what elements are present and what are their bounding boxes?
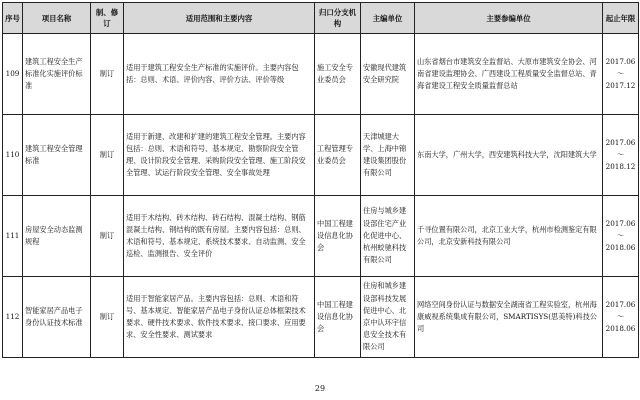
participating-units: 东南大学，广州大学，西安建筑科技大学，沈阳建筑大学: [415, 115, 603, 196]
date-separator: ～: [616, 68, 625, 78]
date-separator: ～: [616, 149, 625, 159]
header-row: [3, 3, 639, 34]
end-date: 2018.06: [605, 243, 636, 253]
revision-type: 制订: [91, 115, 124, 196]
row-number: 110: [3, 115, 23, 196]
table-body: [3, 34, 639, 358]
lead-unit: 天津城建大学、上海中锦建设集团股份有限公司: [361, 115, 415, 196]
row-number: 112: [3, 277, 23, 358]
header-name: 项目名称: [23, 3, 91, 34]
date-range: [603, 34, 639, 115]
committee: 中国工程建设信息化协会: [315, 277, 361, 358]
header-scope: 适用范围和主要内容: [124, 3, 315, 34]
scope-content: 适用于建筑工程安全生产标准的实施评价。主要内容包括：总则、术语、评价内容、评价方法、评价等级: [124, 34, 315, 115]
standards-table: [2, 2, 639, 358]
participating-units: 山东省烟台市建筑安全监督站、大原市建筑安全协会、河南省建设监理协会、广西建设工程质量安全监督总站、青海省建设工程安全质量监督总站: [415, 34, 603, 115]
end-date: 2018.06: [605, 324, 636, 334]
date-separator: ～: [616, 311, 625, 321]
start-date: 2017.06: [605, 218, 636, 228]
header-dates: 起止年限: [603, 3, 639, 34]
header-no: 序号: [3, 3, 23, 34]
table-row: [3, 196, 639, 277]
row-number: 111: [3, 196, 23, 277]
table-row: [3, 34, 639, 115]
date-separator: ～: [616, 230, 625, 240]
start-date: 2017.06: [605, 299, 636, 309]
project-name: 房屋安全动态监测规程: [23, 196, 91, 277]
end-date: 2017.12: [605, 81, 636, 91]
header-lead: 主编单位: [361, 3, 415, 34]
committee: 施工安全专业委员会: [315, 34, 361, 115]
revision-type: 制订: [91, 34, 124, 115]
committee: 中国工程建设信息化协会: [315, 196, 361, 277]
lead-unit: 住房和城乡建设部科技发展促进中心、北京中认环宇信息安全技术有限公司: [361, 277, 415, 358]
table-header: [3, 3, 639, 34]
table-row: [3, 277, 639, 358]
project-name: 建筑工程安全管理标准: [23, 115, 91, 196]
participating-units: 网络空间身份认证与数据安全湖南省工程实验室，杭州海康威视系统集成有限公司，SMARTISYS(思美特)科技公司: [415, 277, 603, 358]
header-committee: 归口分支机构: [315, 3, 361, 34]
row-number: 109: [3, 34, 23, 115]
revision-type: 制订: [91, 196, 124, 277]
revision-type: 制订: [91, 277, 124, 358]
header-participants: 主要参编单位: [415, 3, 603, 34]
date-range: [603, 115, 639, 196]
scope-content: 适用于智能家居产品。主要内容包括：总则、术语和符号、基本规定、智能家居产品电子身份认证总体框架技术要求、硬件技术要求、软件技术要求、接口要求、应用要求、安全性要求、测试要求: [124, 277, 315, 358]
project-name: 建筑工程安全生产标准化实施评价标准: [23, 34, 91, 115]
page-number: 29: [314, 384, 326, 393]
project-name: 智能家居产品电子身份认证技术标准: [23, 277, 91, 358]
lead-unit: 住房与城乡建设部住宅产业化促进中心、杭州蛟驰科技有限公司: [361, 196, 415, 277]
end-date: 2018.12: [605, 162, 636, 172]
lead-unit: 安徽现代建筑安全研究院: [361, 34, 415, 115]
header-type: 制、修订: [91, 3, 124, 34]
start-date: 2017.06: [605, 56, 636, 66]
scope-content: 适用于新建、改建和扩建的建筑工程安全管理。主要内容包括：总则、术语和符号、基本规定、勘察阶段安全管理、设计阶段安全管理、采购阶段安全管理、施工阶段安全管理、试运行阶段安全管理、安全事故处理: [124, 115, 315, 196]
date-range: [603, 196, 639, 277]
scope-content: 适用于木结构、砖木结构、砖石结构、混凝土结构、钢筋混凝土结构、钢结构的既有房屋。主要内容包括：总则、术语和符号、基本规定、系统技术要求、自动监测、安全巡检、监测报告、安全评价: [124, 196, 315, 277]
date-range: [603, 277, 639, 358]
start-date: 2017.06: [605, 137, 636, 147]
table-row: [3, 115, 639, 196]
participating-units: 千寻位置有限公司，北京工业大学，杭州市检测鉴定有限公司，北京安新科技有限公司: [415, 196, 603, 277]
committee: 工程管理专业委员会: [315, 115, 361, 196]
